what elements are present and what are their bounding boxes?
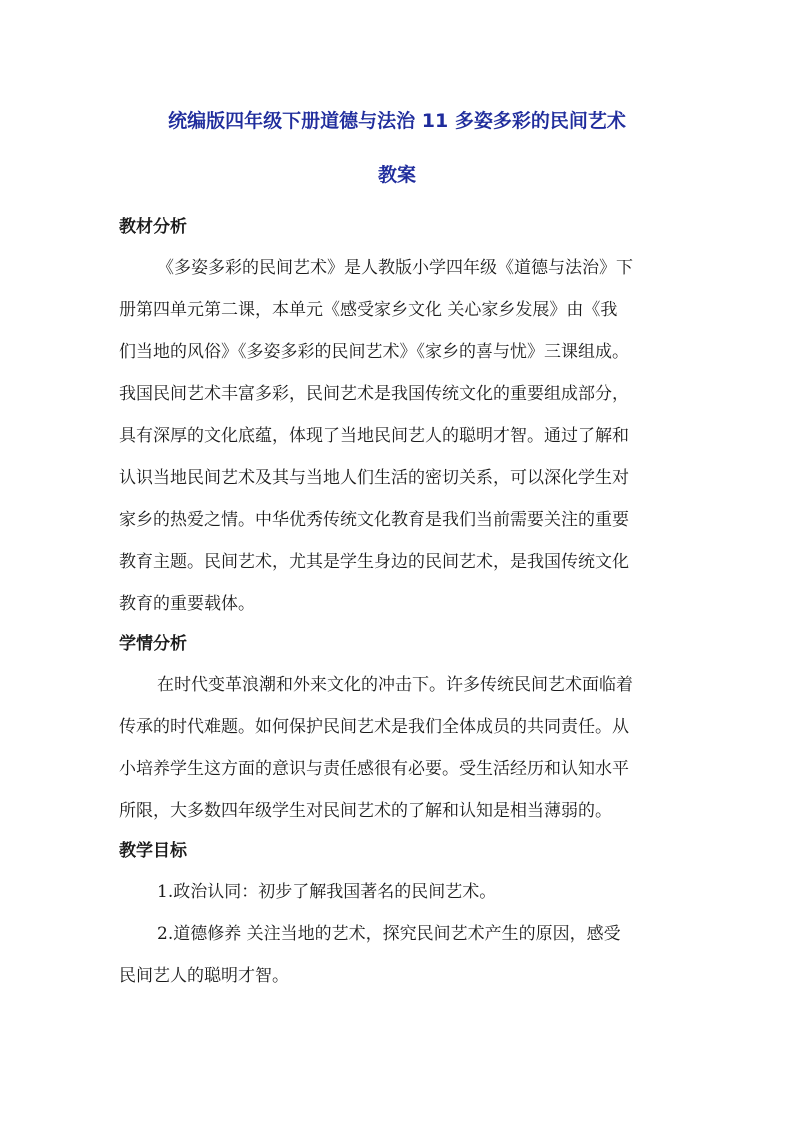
objective-item: 1.政治认同：初步了解我国著名的民间艺术。 xyxy=(157,882,497,902)
paragraph-line: 家乡的热爱之情。中华优秀传统文化教育是我们当前需要关注的重要 xyxy=(119,510,629,530)
document-title-line-1: 统编版四年级下册道德与法治 11 多姿多彩的民间艺术 xyxy=(168,110,626,132)
section-heading-textbook-analysis: 教材分析 xyxy=(119,217,187,237)
section-heading-learner-analysis: 学情分析 xyxy=(119,634,187,654)
paragraph-line: 们当地的风俗》《多姿多彩的民间艺术》《家乡的喜与忧》三课组成。 xyxy=(119,342,629,362)
paragraph-line: 册第四单元第二课，本单元《感受家乡文化 关心家乡发展》由《我 xyxy=(119,300,618,320)
paragraph-line: 教育的重要载体。 xyxy=(119,594,255,614)
paragraph-line: 所限，大多数四年级学生对民间艺术的了解和认知是相当薄弱的。 xyxy=(119,801,612,821)
paragraph-line: 小培养学生这方面的意识与责任感很有必要。受生活经历和认知水平 xyxy=(119,759,629,779)
paragraph-line: 我国民间艺术丰富多彩，民间艺术是我国传统文化的重要组成部分， xyxy=(119,384,629,404)
objective-item: 2.道德修养 关注当地的艺术，探究民间艺术产生的原因，感受 xyxy=(157,924,621,944)
paragraph-line: 传承的时代难题。如何保护民间艺术是我们全体成员的共同责任。从 xyxy=(119,717,629,737)
paragraph-line: 在时代变革浪潮和外来文化的冲击下。许多传统民间艺术面临着 xyxy=(157,675,633,695)
paragraph-line: 教育主题。民间艺术，尤其是学生身边的民间艺术，是我国传统文化 xyxy=(119,552,629,572)
paragraph-line: 《多姿多彩的民间艺术》是人教版小学四年级《道德与法治》下 xyxy=(157,258,633,278)
paragraph-line: 具有深厚的文化底蕴，体现了当地民间艺人的聪明才智。通过了解和 xyxy=(119,426,629,446)
paragraph-line: 民间艺人的聪明才智。 xyxy=(119,966,289,986)
document-title-line-2: 教案 xyxy=(377,164,416,186)
section-heading-teaching-objectives: 教学目标 xyxy=(119,841,187,861)
paragraph-line: 认识当地民间艺术及其与当地人们生活的密切关系，可以深化学生对 xyxy=(119,468,629,488)
